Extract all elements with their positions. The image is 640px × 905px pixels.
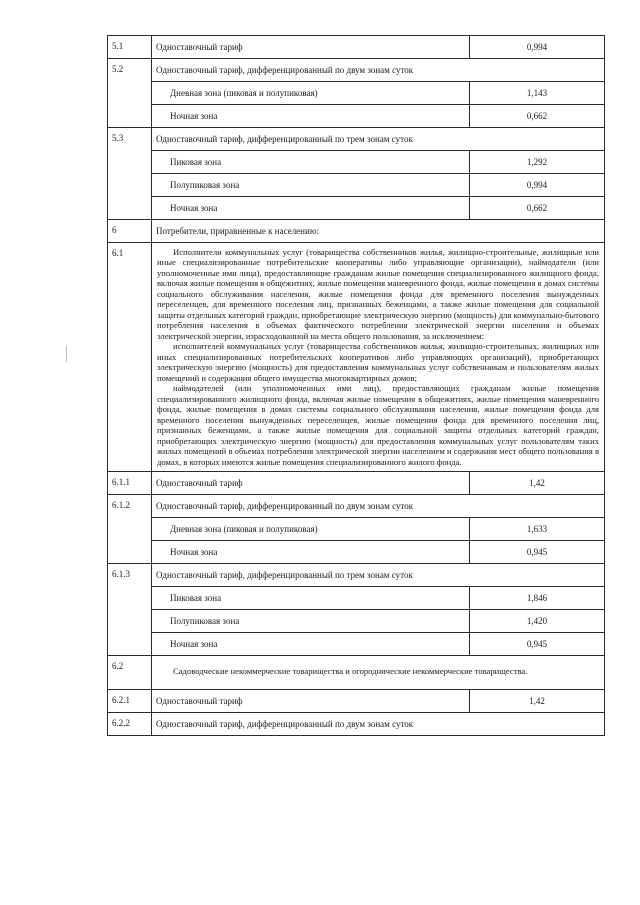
table-row xyxy=(108,243,605,472)
zone-label: Ночная зона xyxy=(152,541,470,564)
row-label: Одноставочный тариф, дифференцированный по двум зонам суток xyxy=(152,495,605,518)
table-row xyxy=(108,610,605,633)
row-value: 0,994 xyxy=(470,36,605,59)
zone-value: 0,994 xyxy=(470,174,605,197)
row-number: 6.2.2 xyxy=(108,713,152,736)
row-number: 6.1.1 xyxy=(108,472,152,495)
zone-label: Дневная зона (пиковая и полупиковая) xyxy=(152,82,470,105)
paragraph: Садоводческие некоммерческие товарищества и огороднические некоммерческие товарищества. xyxy=(173,666,528,677)
table-row xyxy=(108,541,605,564)
row-label: Потребители, приравненные к населению: xyxy=(152,220,605,243)
scan-mark xyxy=(66,346,67,362)
row-number: 6.1 xyxy=(108,243,152,472)
table-row xyxy=(108,36,605,59)
zone-value: 0,945 xyxy=(470,541,605,564)
row-value: 1,42 xyxy=(470,690,605,713)
row-number: 6 xyxy=(108,220,152,243)
row-label: Одноставочный тариф xyxy=(152,472,470,495)
table-row xyxy=(108,713,605,736)
zone-value: 1,292 xyxy=(470,151,605,174)
paragraph: Исполнители коммунальных услуг (товарищества собственников жилья, жилищно-строительные, жилищные или иные специализированные потребительские кооперативы либо управляющие организации), наймодатели (или уполномоченные ими лица), предоставляющие гражданам жилые помещения специализированного жилищного фонда, включая жилые помещения в общежитиях, жилые помещения маневренного фонда, жилые помещения в домах системы социального обслуживания населения, жилые помещения фонда для временного поселения вынужденных переселенцев, для временного поселения лиц, признанных беженцами, а также жилые помещения для социальной защиты отдельных категорий граждан, приобретающие электрическую энергию (мощность) для коммунально-бытового потребления населения в объемах фактического потребления электрической энергии населения и объемах электрической энергии, израсходованной на места общего пользования, за исключением: xyxy=(157,247,600,341)
table-row xyxy=(108,587,605,610)
table-row xyxy=(108,151,605,174)
zone-label: Пиковая зона xyxy=(152,151,470,174)
zone-label: Дневная зона (пиковая и полупиковая) xyxy=(152,518,470,541)
row-paragraphs xyxy=(152,243,605,472)
table-row xyxy=(108,495,605,518)
zone-value: 1,633 xyxy=(470,518,605,541)
row-number: 5.1 xyxy=(108,36,152,59)
zone-label: Полупиковая зона xyxy=(152,174,470,197)
row-label: Одноставочный тариф, дифференцированный по трем зонам суток xyxy=(152,564,605,587)
row-label: Одноставочный тариф xyxy=(152,690,470,713)
zone-label: Пиковая зона xyxy=(152,587,470,610)
table-row xyxy=(108,690,605,713)
zone-value: 0,662 xyxy=(470,197,605,220)
zone-value: 1,143 xyxy=(470,82,605,105)
table-row xyxy=(108,82,605,105)
row-number: 6.1.3 xyxy=(108,564,152,656)
table-row xyxy=(108,197,605,220)
table-row xyxy=(108,174,605,197)
table-row xyxy=(108,633,605,656)
row-number: 5.2 xyxy=(108,59,152,128)
row-label: Одноставочный тариф, дифференцированный по трем зонам суток xyxy=(152,128,605,151)
row-number: 6.2 xyxy=(108,656,152,690)
table-row xyxy=(108,105,605,128)
zone-label: Ночная зона xyxy=(152,105,470,128)
row-value: 1,42 xyxy=(470,472,605,495)
row-label: Одноставочный тариф xyxy=(152,36,470,59)
table-row xyxy=(108,220,605,243)
table-row xyxy=(108,128,605,151)
tariff-table xyxy=(107,35,605,736)
zone-value: 0,945 xyxy=(470,633,605,656)
zone-label: Полупиковая зона xyxy=(152,610,470,633)
zone-label: Ночная зона xyxy=(152,197,470,220)
row-label: Одноставочный тариф, дифференцированный по двум зонам суток xyxy=(152,59,605,82)
row-label: Одноставочный тариф, дифференцированный по двум зонам суток xyxy=(152,713,605,736)
row-paragraphs xyxy=(152,656,605,690)
zone-value: 1,420 xyxy=(470,610,605,633)
row-number: 5.3 xyxy=(108,128,152,220)
table-row xyxy=(108,472,605,495)
table-row xyxy=(108,656,605,690)
row-number: 6.1.2 xyxy=(108,495,152,564)
table-row xyxy=(108,564,605,587)
table-row xyxy=(108,59,605,82)
paragraph: исполнителей коммунальных услуг (товарищества собственников жилья, жилищно-строительных, жилищных или иных специализированных потребительских кооперативов либо управляющих организаций), приобретающих электрическую энергию (мощность) для предоставления коммунальных услуг собственникам и пользователям жилых помещений и содержания общего имущества многоквартирных домов; xyxy=(157,341,600,383)
table-row xyxy=(108,518,605,541)
zone-value: 1,846 xyxy=(470,587,605,610)
paragraph: наймодателей (или уполномоченных ими лиц), предоставляющих гражданам жилые помещения специализированного жилищного фонда, включая жилые помещения в общежитиях, жилые помещения маневренного фонда, жилые помещения в домах системы социального обслуживания населения, жилые помещения фонда для временного поселения вынужденных переселенцев, жилые помещения фонда для временного поселения лиц, признанных беженцами, а также жилые помещения для социальной защиты отдельных категорий граждан, приобретающих электрическую энергию (мощность) для предоставления коммунальных услуг пользователям таких жилых помещений в объемах потребления электрической энергии населением и содержания мест общего пользования в домах, в которых имеются жилые помещения специализированного жилого фонда. xyxy=(157,383,600,467)
row-number: 6.2.1 xyxy=(108,690,152,713)
zone-value: 0,662 xyxy=(470,105,605,128)
zone-label: Ночная зона xyxy=(152,633,470,656)
